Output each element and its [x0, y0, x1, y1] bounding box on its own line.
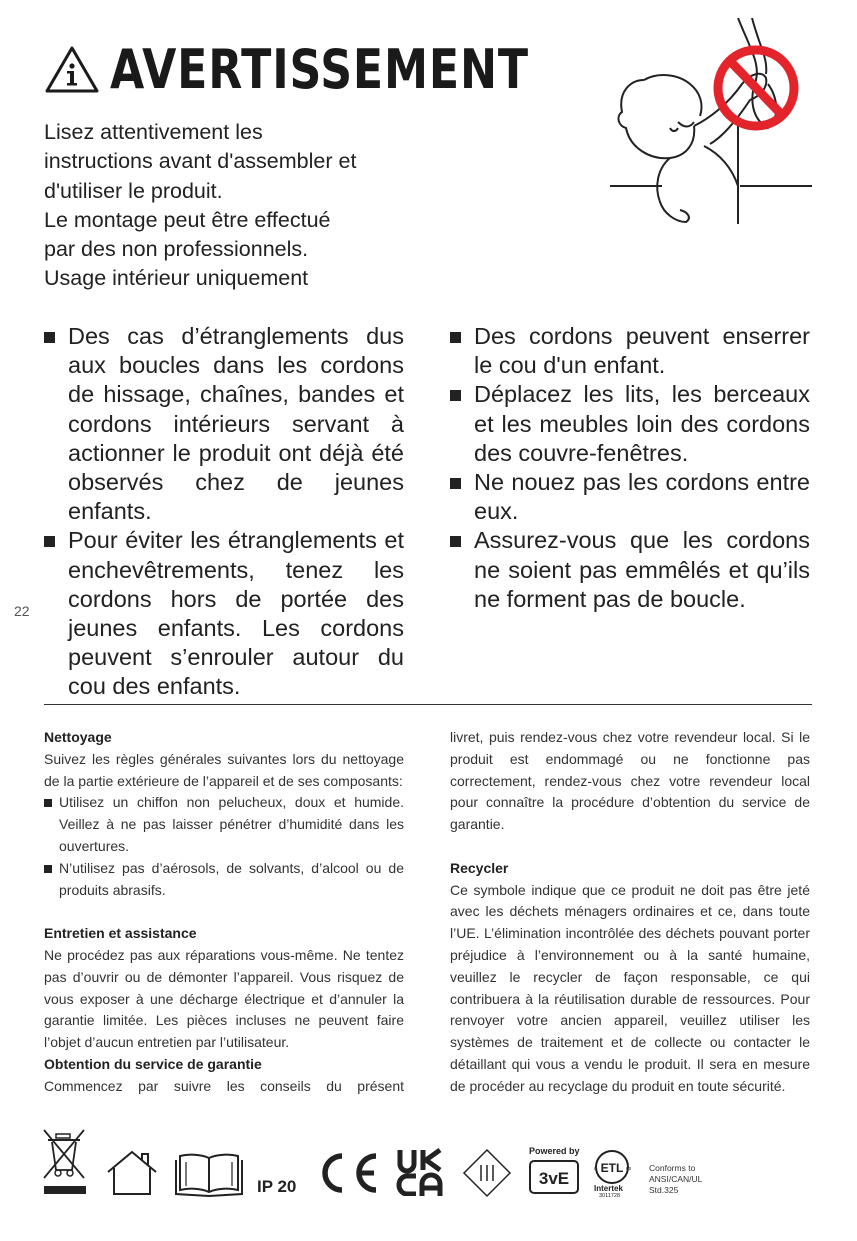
intro-line: Lisez attentivement les	[44, 120, 263, 144]
warnings-right-column	[450, 322, 810, 614]
section-divider	[44, 704, 812, 705]
nettoyage-text: Suivez les règles générales suivantes lors du nettoyage de la partie extérieure de l’appareil et de ses composants:	[44, 750, 404, 789]
nettoyage-bullet: Utilisez un chiffon non pelucheux, doux et humide. Veillez à ne pas laisser pénétrer d’humidité dans les ouvertures.	[44, 792, 404, 857]
info-left-column	[44, 727, 404, 1098]
intro-text	[44, 118, 424, 294]
entretien-heading: Entretien et assistance	[44, 925, 197, 942]
ip-rating: IP 20	[257, 1177, 297, 1196]
warning-item: Déplacez les lits, les berceaux et les meubles loin des cordons des couvre-fenêtres.	[450, 380, 810, 468]
intro-line: Usage intérieur uniquement	[44, 266, 309, 291]
svg-text:us: us	[626, 1166, 632, 1172]
info-right-column	[450, 727, 810, 1098]
intro-line: Le montage peut être effectué	[44, 207, 331, 232]
class-iii-icon	[462, 1148, 512, 1198]
page-title: AVERTISSEMENT	[110, 37, 529, 101]
page-number: 22	[14, 603, 30, 619]
read-manual-icon	[174, 1150, 244, 1198]
warning-item: Assurez-vous que les cordons ne soient pas emmêlés et qu’ils ne forment pas de boucle.	[450, 526, 810, 614]
garantie-text-part1: Commencez par suivre les conseils du présent	[44, 1077, 404, 1094]
intertek-number: 3011728	[599, 1193, 621, 1199]
bullet-square-icon	[44, 536, 55, 547]
recycler-text: Ce symbole indique que ce produit ne doit pas être jeté avec les déchets ménagers ordinaires et ce, dans toute l’UE. L’élimination incontrôlée des déchets pouvant porter préjudice à l’environnement ou à la santé humaine, veuillez le recycler de façon responsable, ce qui contribuera à la réutilisation durable de ressources. Pour renvoyer votre ancien appareil, veuillez utiliser les systèmes de traitement et de collecte ou contacter le détaillant qui vous a vendu le produit. Il sera en mesure de procéder au recyclage du produit en toute sécurité.	[450, 881, 810, 1094]
intro-line: d'utiliser le produit.	[44, 178, 223, 203]
warnings-left-column	[44, 322, 404, 702]
warning-header	[44, 38, 621, 100]
bullet-square-icon	[44, 332, 55, 343]
weee-bin-icon	[40, 1126, 90, 1198]
svg-text:ETL: ETL	[600, 1161, 624, 1175]
etl-mark-icon	[590, 1148, 634, 1186]
warning-item: Ne nouez pas les cordons entre eux.	[450, 468, 810, 526]
intro-line: par des non professionnels.	[44, 237, 309, 262]
conformity-text: Conforms to ANSI/CAN/UL Std.325	[649, 1163, 703, 1195]
powered-logo-text: 3vE	[538, 1169, 570, 1188]
intro-line: instructions avant d'assembler et	[44, 149, 357, 174]
bullet-square-icon	[450, 478, 461, 489]
powered-by-logo-icon	[529, 1160, 579, 1194]
entretien-text: Ne procédez pas aux réparations vous-même. Ne tentez pas d’ouvrir ou de démonter l’appareil. Vous risquez de vous exposer à une décharge électrique et d’annuler la garantie limitée. Les pièces incluses ne peuvent faire l’objet d’aucun entretien par l’utilisateur.	[44, 946, 404, 1051]
intertek-label: Intertek	[594, 1184, 623, 1193]
bullet-square-icon	[450, 390, 461, 401]
warning-item: Pour éviter les étranglements et enchevêtrements, tenez les cordons hors de portée des jeunes enfants. Les cordons peuvent s’enrouler autour du cou des enfants.	[44, 526, 404, 701]
bullet-square-icon	[450, 536, 461, 547]
warning-item: Des cas d’étranglements dus aux boucles dans les cordons de hissage, chaînes, bandes et cordons intérieurs servant à actionner le produit ont déjà été observés chez de jeunes enfants.	[44, 322, 404, 526]
recycler-heading: Recycler	[450, 859, 509, 876]
ce-mark-icon	[314, 1152, 380, 1194]
bullet-square-icon	[450, 332, 461, 343]
warning-triangle-icon	[44, 44, 100, 94]
indoor-house-icon	[104, 1148, 160, 1198]
svg-text:c: c	[594, 1166, 597, 1172]
bullet-square-icon	[44, 799, 52, 807]
nettoyage-bullet: N’utilisez pas d’aérosols, de solvants, d’alcool ou de produits abrasifs.	[44, 858, 404, 902]
ukca-mark-icon	[396, 1148, 444, 1196]
garantie-heading: Obtention du service de garantie	[44, 1055, 262, 1072]
warning-item: Des cordons peuvent enserrer le cou d'un enfant.	[450, 322, 810, 380]
nettoyage-heading: Nettoyage	[44, 729, 112, 745]
child-cord-warning-icon	[600, 18, 814, 228]
powered-by-label: Powered by	[529, 1146, 580, 1156]
garantie-text-part2: livret, puis rendez-vous chez votre revendeur local. Si le produit est endommagé ou ne fonctionne pas correctement, rendez-vous chez votre revendeur local pour connaître la procédure d’obtention du service de garantie.	[450, 729, 810, 833]
bullet-square-icon	[44, 865, 52, 873]
